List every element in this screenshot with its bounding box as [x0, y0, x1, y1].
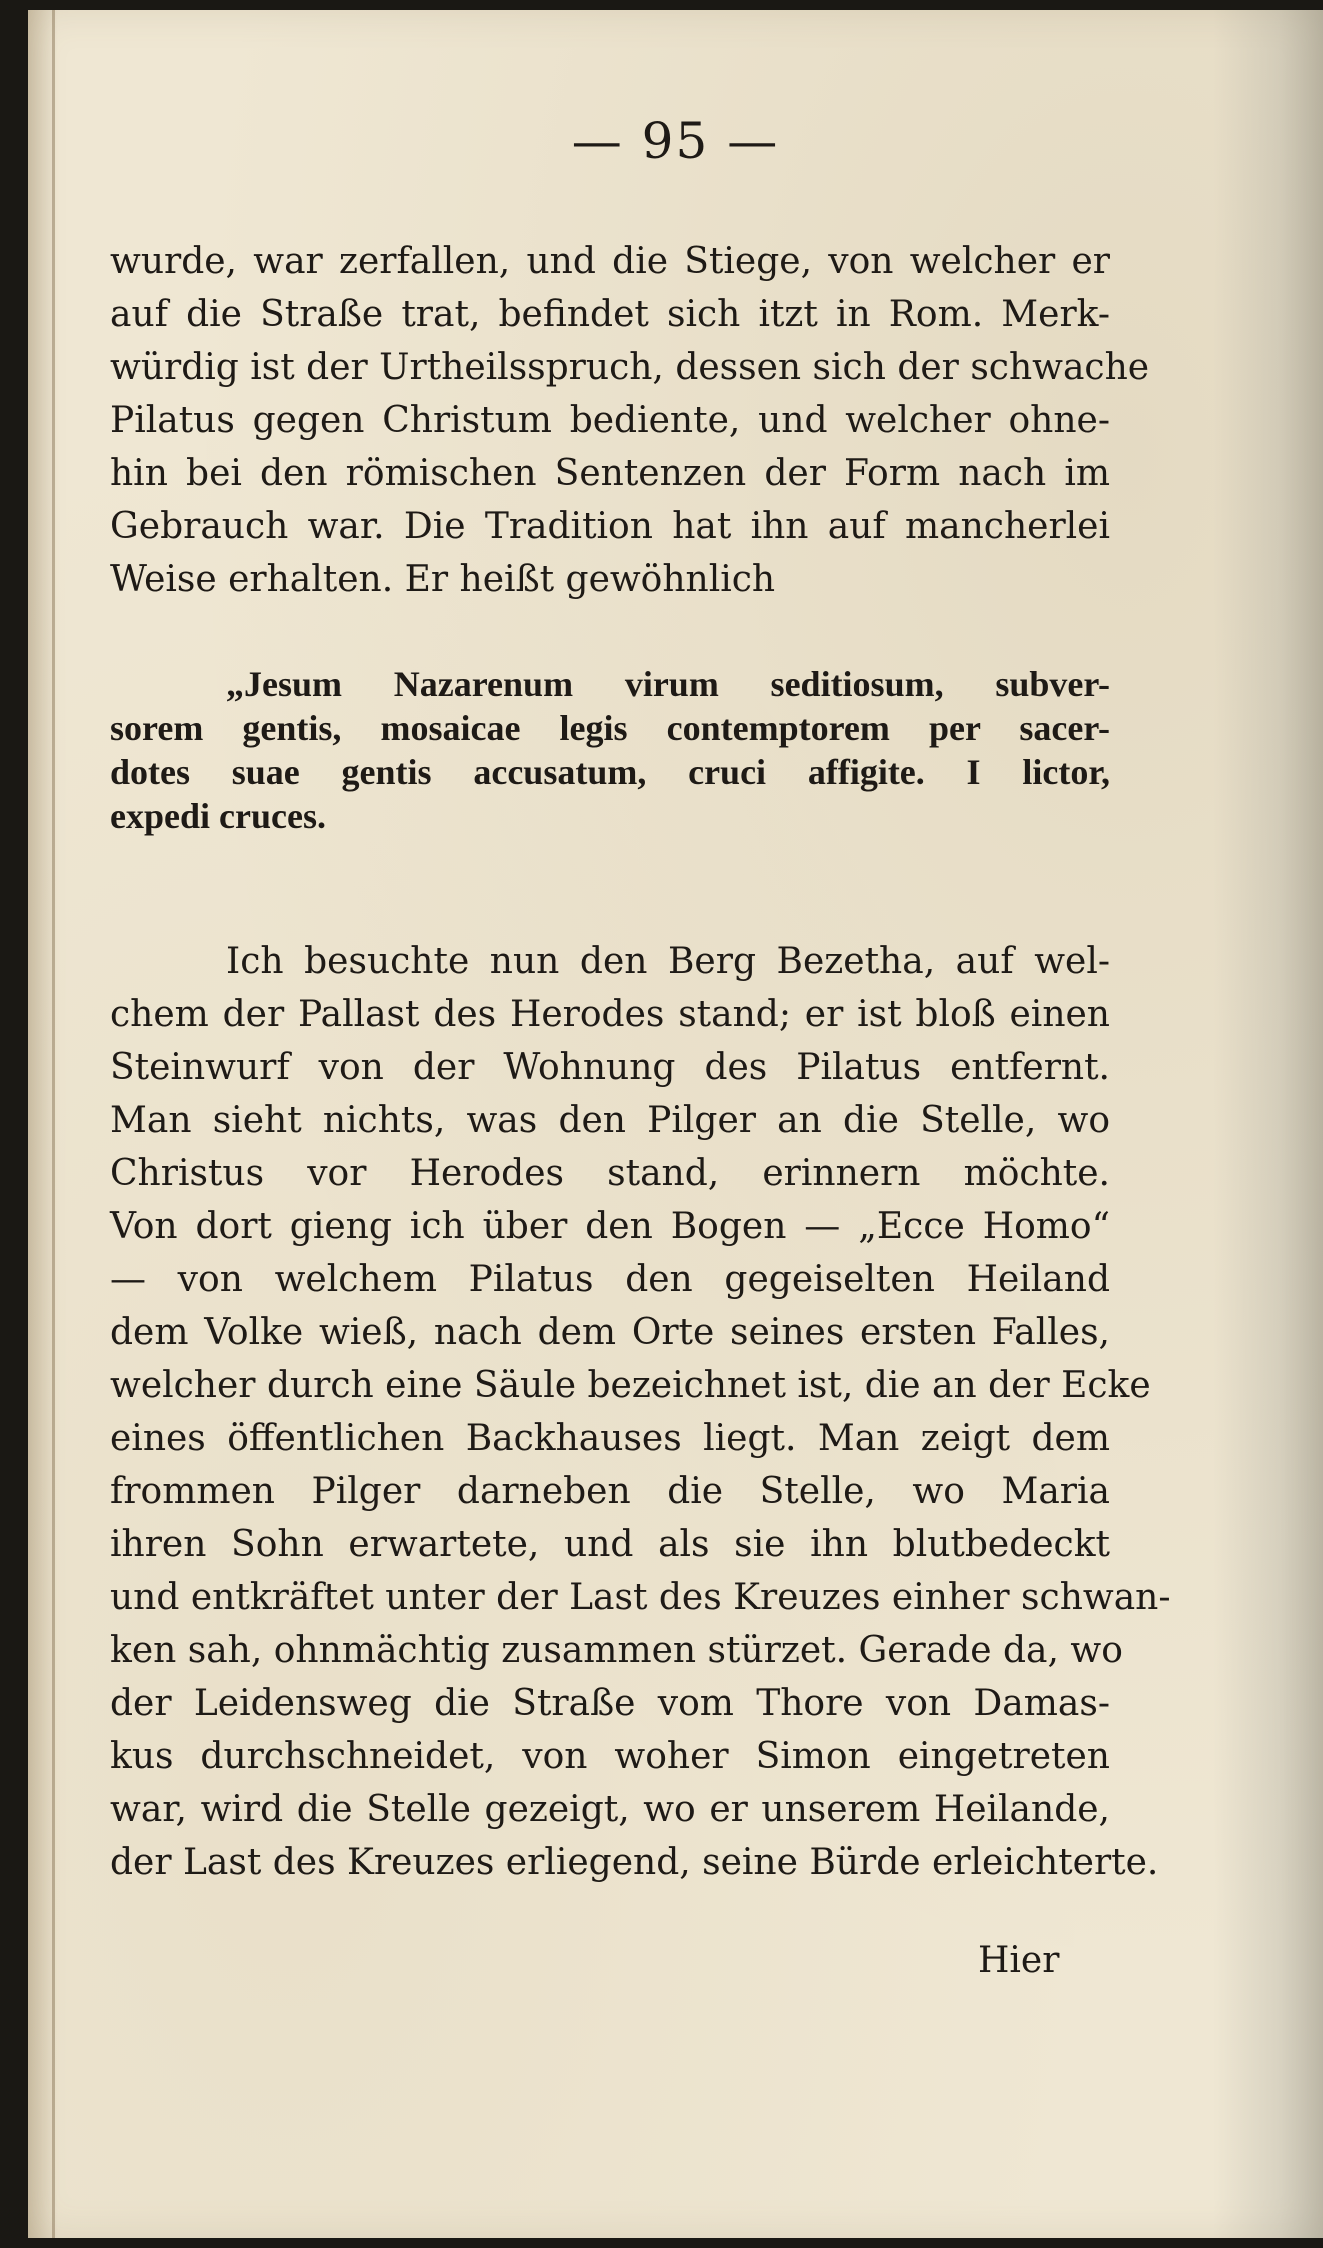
text-line: dem Volke wieß, nach dem Orte seines ersten Falles,: [110, 1312, 1110, 1353]
latin-quotation: [110, 662, 1110, 838]
text-line: welcher durch eine Säule bezeichnet ist, die an der Ecke: [110, 1365, 1151, 1406]
text-line: war, wird die Stelle gezeigt, wo er unserem Heilande,: [110, 1789, 1110, 1830]
text-line: Von dort gieng ich über den Bogen — „Ecce Homo“: [110, 1206, 1110, 1247]
page-spine-edge: [52, 10, 55, 2238]
quote-line: expedi cruces.: [110, 796, 326, 836]
page-number: — 95 —: [571, 112, 780, 170]
text-line: würdig ist der Urtheilsspruch, dessen sich der schwache: [110, 347, 1150, 388]
text-line: eines öffentlichen Backhauses liegt. Man zeigt dem: [110, 1418, 1110, 1459]
text-line: Man sieht nichts, was den Pilger an die Stelle, wo: [110, 1100, 1110, 1141]
text-line: ken sah, ohnmächtig zusammen stürzet. Gerade da, wo: [110, 1630, 1123, 1671]
page-edge-stain: [1213, 10, 1323, 2238]
text-line: der Last des Kreuzes erliegend, seine Bürde erleichterte.: [110, 1842, 1159, 1883]
text-line: auf die Straße trat, befindet sich itzt in Rom. Merk-: [110, 294, 1110, 335]
book-page: [28, 10, 1323, 2238]
text-line: Christus vor Herodes stand, erinnern möchte.: [110, 1153, 1110, 1194]
paragraph-2: [110, 935, 1171, 1889]
text-line: Ich besuchte nun den Berg Bezetha, auf wel-: [226, 941, 1110, 982]
paragraph-1: [110, 235, 1150, 606]
text-line: Gebrauch war. Die Tradition hat ihn auf mancherlei: [110, 506, 1110, 547]
quote-line: sorem gentis, mosaicae legis contemptorem per sacer-: [110, 708, 1110, 748]
quote-line: „Jesum Nazarenum virum seditiosum, subver-: [226, 664, 1110, 704]
text-line: wurde, war zerfallen, und die Stiege, von welcher er: [110, 241, 1110, 282]
text-line: der Leidensweg die Straße vom Thore von Damas-: [110, 1683, 1110, 1724]
text-line: Steinwurf von der Wohnung des Pilatus entfernt.: [110, 1047, 1110, 1088]
text-line: chem der Pallast des Herodes stand; er ist bloß einen: [110, 994, 1110, 1035]
text-line: — von welchem Pilatus den gegeiselten Heiland: [110, 1259, 1110, 1300]
text-line: und entkräftet unter der Last des Kreuzes einher schwan-: [110, 1577, 1171, 1618]
text-line: Weise erhalten. Er heißt gewöhnlich: [110, 559, 776, 600]
quote-line: dotes suae gentis accusatum, cruci affigite. I lictor,: [110, 752, 1110, 792]
text-line: Pilatus gegen Christum bediente, und welcher ohne-: [110, 400, 1110, 441]
text-line: hin bei den römischen Sentenzen der Form nach im: [110, 453, 1110, 494]
text-line: ihren Sohn erwartete, und als sie ihn blutbedeckt: [110, 1524, 1110, 1565]
catchword: Hier: [978, 1940, 1060, 1981]
text-line: kus durchschneidet, von woher Simon eingetreten: [110, 1736, 1110, 1777]
text-line: frommen Pilger darneben die Stelle, wo Maria: [110, 1471, 1110, 1512]
